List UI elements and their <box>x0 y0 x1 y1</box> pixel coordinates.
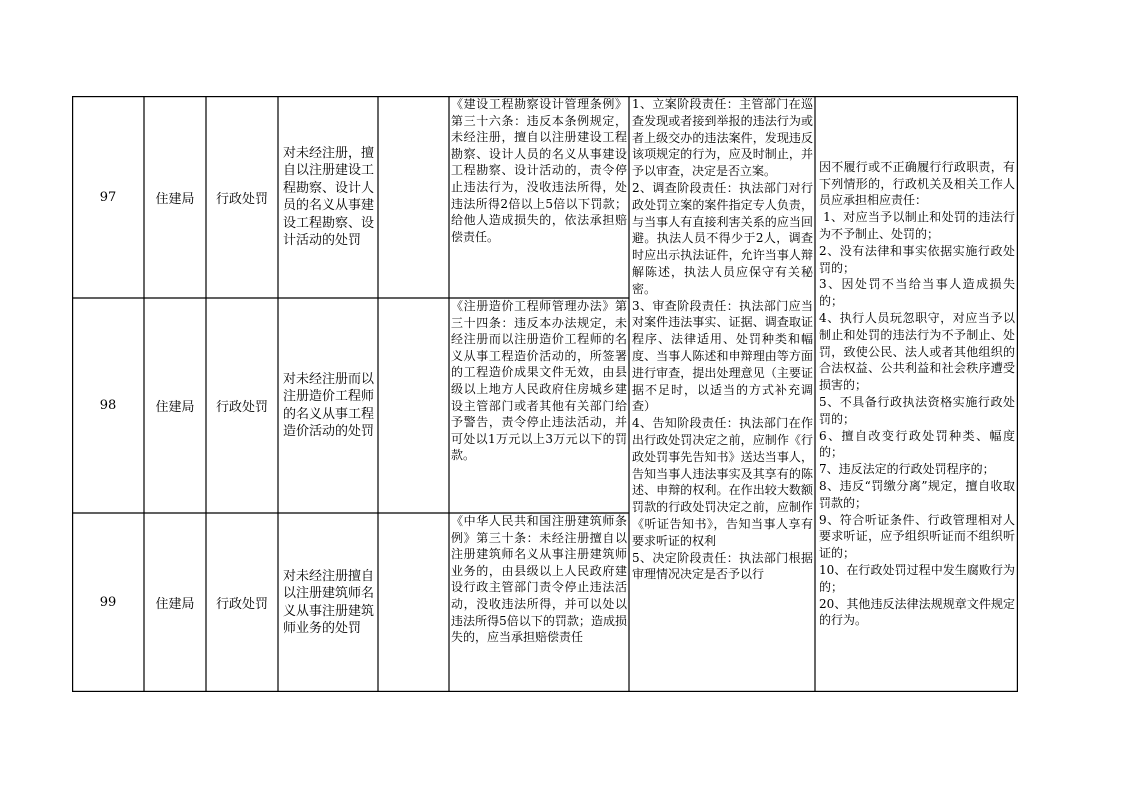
responsibility-table <box>72 96 1018 692</box>
department-98: 住建局 <box>155 400 195 415</box>
table-grid-lines <box>72 96 1018 692</box>
category-98: 行政处罚 <box>215 400 268 415</box>
legal-basis-99: 《中华人民共和国注册建筑师条例》第三十条：未经注册擅自以注册建筑师名义从事注册建筑师业务的，由县级以上人民政府建设行政主管部门责令停止违法活动，没收违法所得，并可以处以违法所得5倍以下的罚款；造成损失的，应当承担赔偿责任 <box>451 514 627 645</box>
category-99: 行政处罚 <box>215 597 268 612</box>
item-name-98: 对未经注册而以注册造价工程师的名义从事工程造价活动的处罚 <box>283 371 375 439</box>
responsibility-stages: 1、立案阶段责任：主管部门在巡查发现或者接到举报的违法行为或者上级交办的违法案件，发现违反该项规定的行为，应及时制止，并予以审查，决定是否立案。 2、调查阶段责任：执法部门对行政处罚立案的案件指定专人负责，与当事人有直接利害关系的应当回避。执法人员不得少于2人，调查时应出示执法证件，允许当事人辩解陈述，执法人员应保守有关秘密。 3、审查阶段责任：执法部门应当对案件违法事实、证据、调查取证程序、法律适用、处罚种类和幅度、当事人陈述和申辩理由等方面进行审查，提出处理意见（主要证据不足时，以适当的方式补充调查） 4、告知阶段责任：执法部门在作出行政处罚决定之前，应制作《行政处罚事先告知书》送达当事人，告知当事人违法事实及其享有的陈述、申辩的权利。在作出较大数额罚款的行政处罚决定之前，应制作《听证告知书》，告知当事人享有要求听证的权利 5、决定阶段责任：执法部门根据审理情况决定是否予以行 <box>632 97 813 582</box>
row-number-98: 98 <box>99 398 117 413</box>
department-97: 住建局 <box>155 191 195 207</box>
category-97: 行政处罚 <box>215 191 268 207</box>
legal-basis-97: 《建设工程勘察设计管理条例》第三十六条：违反本条例规定，未经注册，擅自以注册建设工程勘察、设计人员的名义从事建设工程勘察、设计活动的，责令停止违法行为，没收违法所得，处违法所得2倍以上5倍以下罚款；给他人造成损失的，依法承担赔偿责任。 <box>451 97 627 244</box>
row-number-97: 97 <box>99 189 117 205</box>
item-name-99: 对未经注册擅自以注册建筑师名义从事注册建筑师业务的处罚 <box>283 568 375 636</box>
item-name-97: 对未经注册，擅自以注册建设工程勘察、设计人员的名义从事建设工程勘察、设计活动的处罚 <box>283 145 375 248</box>
accountability-text: 因不履行或不正确履行行政职责，有下列情形的，行政机关及相关工作人员应承担相应责任： 1、对应当予以制止和处罚的违法行为不予制止、处罚的； 2、没有法律和事实依据实施行政处罚的； 3、因处罚不当给当事人造成损失的； 4、执行人员玩忽职守，对应当予以制止和处罚的违法行为不予制止、处罚，致使公民、法人或者其他组织的合法权益、公共利益和社会秩序遭受损害的； 5、不具备行政执法资格实施行政处罚的； 6、擅自改变行政处罚种类、幅度的； 7、违反法定的行政处罚程序的； 8、违反“罚缴分离”规定，擅自收取罚款的； 9、符合听证条件、行政管理相对人要求听证，应予组织听证而不组织听证的； 10、在行政处罚过程中发生腐败行为的； 20、其他违反法律法规规章文件规定的行为。 <box>819 159 1015 628</box>
department-99: 住建局 <box>155 597 195 612</box>
row-number-99: 99 <box>99 595 117 610</box>
legal-basis-98: 《注册造价工程师管理办法》第三十四条：违反本办法规定，未经注册而以注册造价工程师的名义从事工程造价活动的，所签署的工程造价成果文件无效，由县级以上地方人民政府住房城乡建设主管部门或者其他有关部门给予警告，责令停止违法活动，并可处以1万元以上3万元以下的罚款。 <box>451 299 627 463</box>
